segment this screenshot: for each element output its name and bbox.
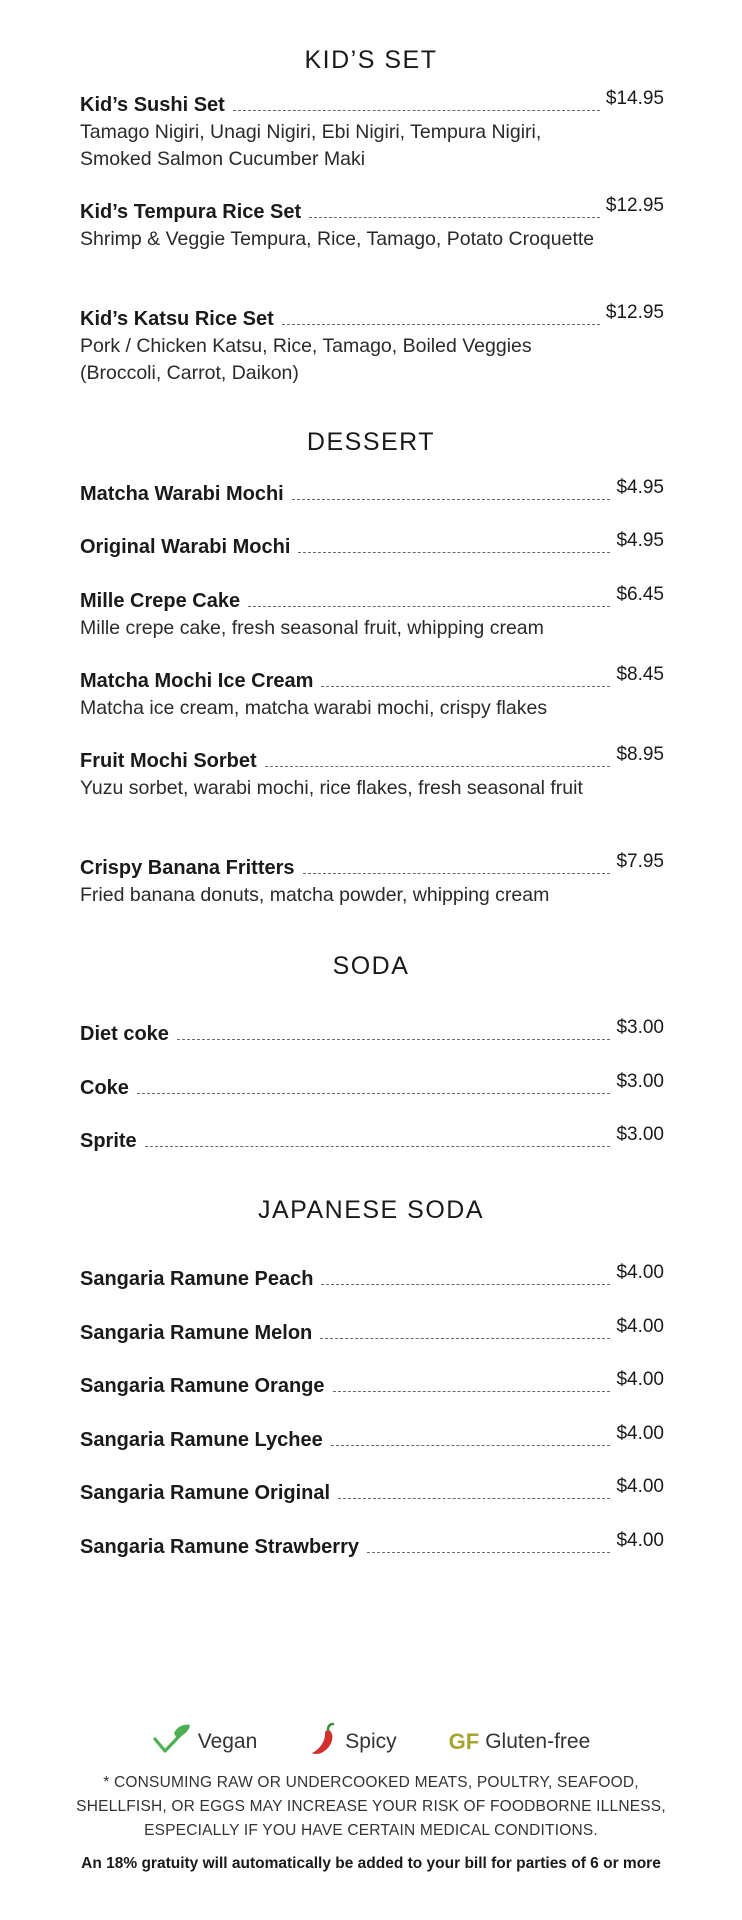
item-name: Diet coke [80, 1023, 169, 1045]
menu-item [80, 1369, 664, 1399]
item-description: Mille crepe cake, fresh seasonal fruit, whipping cream [80, 617, 544, 639]
menu-item [80, 195, 664, 253]
item-price: $4.00 [616, 1369, 664, 1390]
legend-label: Spicy [345, 1730, 397, 1753]
menu-item [80, 584, 664, 642]
menu-item [80, 477, 664, 507]
dot-leader [367, 1552, 610, 1553]
menu-item [80, 530, 664, 560]
item-name: Coke [80, 1077, 129, 1099]
dot-leader [333, 1391, 611, 1392]
item-price: $12.95 [605, 195, 664, 216]
item-price: $8.45 [616, 664, 664, 685]
chili-pepper-icon [309, 1722, 339, 1762]
legend-label: Gluten-free [485, 1730, 591, 1753]
section-title-japanese-soda: JAPANESE SODA [257, 1196, 485, 1224]
item-name: Matcha Warabi Mochi [80, 483, 284, 505]
dot-leader [177, 1039, 611, 1040]
leaf-check-icon [152, 1723, 192, 1761]
item-price: $4.00 [616, 1423, 664, 1444]
menu-item [80, 664, 664, 722]
dot-leader [282, 324, 600, 325]
item-price: $7.95 [616, 851, 664, 872]
dot-leader [137, 1093, 611, 1094]
dietary-legend [0, 1722, 742, 1762]
item-description: Shrimp & Veggie Tempura, Rice, Tamago, Potato Croquette [80, 228, 595, 250]
menu-item [80, 1262, 664, 1292]
menu-item [80, 1071, 664, 1101]
item-price: $3.00 [616, 1124, 664, 1145]
disclaimer-text: * CONSUMING RAW OR UNDERCOOKED MEATS, POULTRY, SEAFOOD, SHELLFISH, OR EGGS MAY INCREASE YOUR RISK OF FOODBORNE ILLNESS, ESPECIALLY IF YOU HAVE CERTAIN MEDICAL CONDITIONS. [76, 1774, 666, 1839]
item-name: Kid’s Tempura Rice Set [80, 201, 302, 223]
item-name: Sangaria Ramune Original [80, 1482, 331, 1504]
dot-leader [145, 1146, 611, 1147]
dot-leader [303, 873, 611, 874]
gf-mark: GF [448, 1729, 480, 1754]
item-name: Kid’s Sushi Set [80, 94, 225, 116]
menu-item [80, 744, 664, 802]
dot-leader [265, 766, 611, 767]
dot-leader [292, 499, 611, 500]
item-name: Sprite [80, 1130, 137, 1152]
item-name: Crispy Banana Fritters [80, 857, 295, 879]
dot-leader [331, 1445, 611, 1446]
menu-item [80, 1316, 664, 1346]
item-name: Original Warabi Mochi [80, 536, 291, 558]
menu-item [80, 302, 664, 387]
item-price: $4.00 [616, 1316, 664, 1337]
item-name: Matcha Mochi Ice Cream [80, 670, 314, 692]
dot-leader [298, 552, 610, 553]
dot-leader [248, 606, 610, 607]
item-price: $4.95 [616, 530, 664, 551]
menu-item [80, 1530, 664, 1560]
menu-item [80, 1124, 664, 1154]
legend-vegan [152, 1723, 258, 1761]
item-description: Tamago Nigiri, Unagi Nigiri, Ebi Nigiri, Tempura Nigiri, Smoked Salmon Cucumber Maki [80, 121, 542, 170]
item-description: Fried banana donuts, matcha powder, whipping cream [80, 884, 550, 906]
menu-item [80, 1017, 664, 1047]
menu-item [80, 1476, 664, 1506]
section-title-kids-set: KID’S SET [304, 46, 438, 74]
item-name: Mille Crepe Cake [80, 590, 241, 612]
item-description: Yuzu sorbet, warabi mochi, rice flakes, fresh seasonal fruit [80, 777, 583, 799]
item-description: Pork / Chicken Katsu, Rice, Tamago, Boiled Veggies (Broccoli, Carrot, Daikon) [80, 335, 532, 384]
dot-leader [320, 1338, 610, 1339]
dot-leader [338, 1498, 610, 1499]
dot-leader [321, 686, 610, 687]
item-name: Fruit Mochi Sorbet [80, 750, 257, 772]
legend-label: Vegan [197, 1730, 258, 1753]
dot-leader [233, 110, 600, 111]
item-price: $4.00 [616, 1530, 664, 1551]
item-price: $14.95 [605, 88, 664, 109]
legend-spicy [309, 1722, 396, 1762]
item-name: Sangaria Ramune Melon [80, 1322, 313, 1344]
item-price: $3.00 [616, 1071, 664, 1092]
item-description: Matcha ice cream, matcha warabi mochi, crispy flakes [80, 697, 548, 719]
item-price: $8.95 [616, 744, 664, 765]
gratuity-notice: An 18% gratuity will automatically be added to your bill for parties of 6 or more [81, 1855, 661, 1872]
section-title-soda: SODA [332, 952, 410, 980]
legend-gluten-free [449, 1729, 591, 1755]
dot-leader [309, 217, 600, 218]
item-price: $6.45 [616, 584, 664, 605]
item-price: $4.00 [616, 1262, 664, 1283]
item-name: Sangaria Ramune Peach [80, 1268, 314, 1290]
menu-item [80, 88, 664, 173]
item-name: Kid’s Katsu Rice Set [80, 308, 274, 330]
menu-item [80, 851, 664, 909]
item-name: Sangaria Ramune Orange [80, 1375, 325, 1397]
section-title-dessert: DESSERT [306, 428, 436, 456]
item-price: $4.95 [616, 477, 664, 498]
item-name: Sangaria Ramune Strawberry [80, 1536, 359, 1558]
item-name: Sangaria Ramune Lychee [80, 1429, 323, 1451]
dot-leader [321, 1284, 610, 1285]
menu-item [80, 1423, 664, 1453]
item-price: $12.95 [605, 302, 664, 323]
item-price: $4.00 [616, 1476, 664, 1497]
item-price: $3.00 [616, 1017, 664, 1038]
